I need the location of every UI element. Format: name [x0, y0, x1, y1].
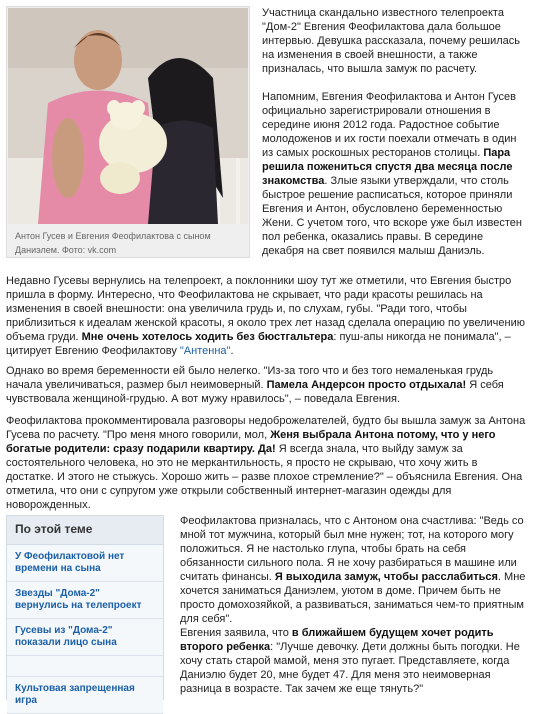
photo-caption: Антон Гусев и Евгения Феофилактова с сыном Даниэлем. Фото: vk.com: [15, 231, 211, 255]
text: Однако во время беременности ей было нелегко. "Из-за того что и без того немаленькая грудь начала увеличиваться, размер был неимоверный.: [6, 365, 494, 391]
paragraph-2: [262, 90, 526, 258]
paragraph-4: [6, 364, 526, 406]
bold-text: в ближайшем будущем хочет родить второго ребенка: [180, 627, 494, 653]
paragraph-6: [180, 514, 526, 626]
text: Недавно Гусевы вернулись на телепроект, а поклонники шоу тут же отметили, что Евгения быстро пришла в форму. Интересно, что Феофилактова не скрывает, что ради красоты решилась на изменения в своей внешности: она увеличила грудь и, по слухам, губы. "Ради того, чтобы приблизиться к идеалам женской красоты, я около трех лет назад сделала операцию по увеличению объема груди.: [6, 275, 525, 343]
text: . Мне хочется заниматься Даниэлем, уютом в доме. Причем быть не просто домохозяйкой, а развиваться, заниматься чем-то приятным для себя".: [180, 571, 526, 625]
text: Я себя чувствовала женщиной-грудью. А вот мужу нравилось", – поведала Евгения.: [6, 379, 504, 405]
paragraph-7: [180, 626, 526, 696]
text: Я всегда знала, что выйду замуж за состоятельного человека, но это не меркантильность, я просто не скрываю, что хочу жить в достатке. И этого не стыжусь. Хорошо жить – разве плохое стремление?" – объяснила Евгения. Она отметила, что они с супругом уже открыли собственный интернет-магазин одежды для новорожденных.: [6, 443, 523, 511]
text: Феофилактова призналась, что с Антоном она счастлива: "Ведь со мной тот мужчина, который был мне нужен; тот, на которого могу положиться. Я не настолько глупа, чтобы брать на себя обязанности сильного пола. Я не хочу разбираться в машине или считать финансы.: [180, 515, 524, 583]
text: .: [230, 345, 234, 357]
related-link[interactable]: Культовая запрещенная игра: [7, 677, 163, 714]
text: Феофилактова прокомментировала разговоры недоброжелателей, будто бы вышла замуж за Антона Гусева по расчету. "Про меня много говорили, мол,: [6, 415, 526, 441]
paragraph-5: [6, 414, 526, 512]
photo-box: [6, 6, 250, 258]
related-sidebar: [6, 515, 164, 706]
bold-text: Женя выбрала Антона потому, что у него богатые родители: сразу подарили квартиру. Да!: [6, 429, 496, 455]
bold-text: Пара решила пожениться спустя два месяца после знакомства: [262, 147, 513, 187]
related-link[interactable]: Звезды "Дома-2" вернулись на телепроект: [7, 582, 163, 619]
text: Напомним, Евгения Феофилактова и Антон Гусев официально зарегистрировали отношения в середине июня 2012 года. Радостное событие молодоженов и их гости поехали отмечать в один из самых роскошных ресторанов столицы.: [262, 91, 517, 159]
sidebar-title: По этой теме: [7, 516, 163, 545]
sidebar-spacer: [7, 656, 163, 677]
source-link[interactable]: "Антенна": [179, 345, 231, 357]
bold-text: Памела Андерсон просто отдыхала!: [266, 379, 467, 391]
paragraph-3: [6, 274, 526, 358]
bold-text: Мне очень хотелось ходить без бюстгальтера: [81, 331, 334, 343]
bold-text: Я выходила замуж, чтобы расслабиться: [274, 571, 498, 583]
text: : "Лучше девочку. Дети должны быть погодки. Не хочу стать старой мамой, меня это пугает. Представляете, когда Даниэлю будет 20, мне будет 47. Для меня это неимоверная разница в возрасте. Так зачем же еще тянуть?": [180, 641, 520, 695]
intro-text: Участница скандально известного телепроекта "Дом-2" Евгения Феофилактова дала большое интервью. Девушка рассказала, почему решилась на изменения в своей внешности, а также призналась, что вышла замуж по расчету.: [262, 7, 521, 75]
text: Евгения заявила, что: [180, 627, 292, 639]
related-link[interactable]: Гусевы из "Дома-2" показали лицо сына: [7, 619, 163, 656]
text: . Злые языки утверждали, что столь быстрое решение расписаться, которое приняли Евгения и Антон, обусловлено беременностью Жени. С учетом того, что вскоре уже был известен пол ребенка, оказались правы. В середине декабря на свет появился малыш Даниэль.: [262, 175, 522, 257]
text: : пуш-апы никогда не понимала", – цитирует Евгению Феофилактову: [6, 331, 511, 357]
intro-paragraph: [262, 6, 526, 76]
photo[interactable]: [8, 8, 248, 224]
related-link[interactable]: У Феофилактовой нет времени на сына: [7, 545, 163, 582]
couple-photo-image: [8, 8, 248, 224]
